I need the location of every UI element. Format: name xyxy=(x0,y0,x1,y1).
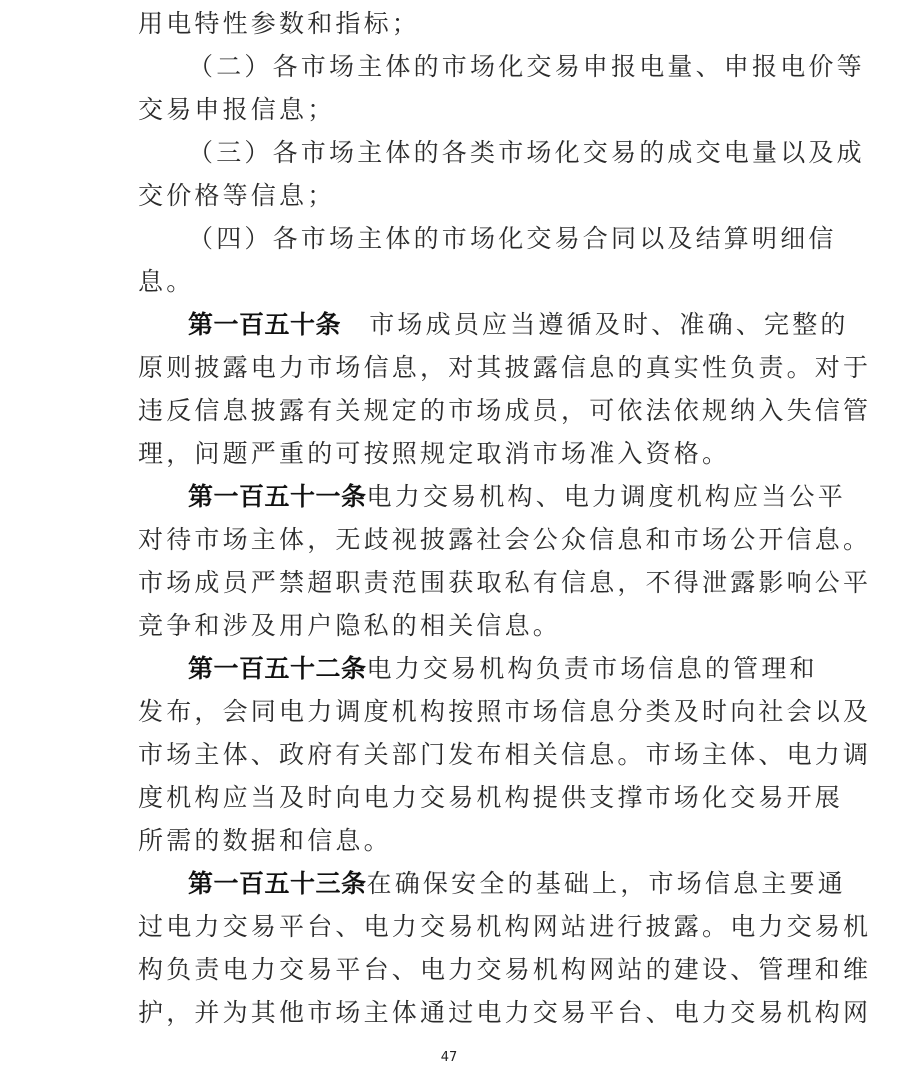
list-item xyxy=(188,219,837,259)
line-text: 所需的数据和信息。 xyxy=(138,826,392,855)
line-text: （三）各市场主体的各类市场化交易的成交电量以及成 xyxy=(188,138,865,167)
line-text: 电力交易机构负责市场信息的管理和 xyxy=(366,654,818,683)
text-line xyxy=(138,262,778,302)
line-text: 市场主体、政府有关部门发布相关信息。市场主体、电力调 xyxy=(138,740,872,769)
text-line xyxy=(138,993,872,1033)
text-line xyxy=(138,692,872,732)
list-item xyxy=(188,133,865,173)
list-item xyxy=(188,47,865,87)
line-text: 竞争和涉及用户隐私的相关信息。 xyxy=(138,611,562,640)
text-line xyxy=(138,434,778,474)
line-text: 度机构应当及时向电力交易机构提供支撑市场化交易开展 xyxy=(138,783,844,812)
text-line xyxy=(138,735,872,775)
line-text: 违反信息披露有关规定的市场成员，可依法依规纳入失信管 xyxy=(138,396,872,425)
text-line xyxy=(138,4,778,44)
page-number: 47 xyxy=(440,1050,458,1065)
text-line xyxy=(138,563,872,603)
line-text: （二）各市场主体的市场化交易申报电量、申报电价等 xyxy=(188,52,865,81)
text-line xyxy=(138,176,778,216)
article-heading: 第一百五十二条 xyxy=(188,654,367,683)
line-text: 对待市场主体，无歧视披露社会公众信息和市场公开信息。 xyxy=(138,525,872,554)
text-line xyxy=(138,950,872,990)
line-text: 发布，会同电力调度机构按照市场信息分类及时向社会以及 xyxy=(138,697,872,726)
line-text: 理，问题严重的可按照规定取消市场准入资格。 xyxy=(138,439,731,468)
line-text: 市场成员严禁超职责范围获取私有信息，不得泄露影响公平 xyxy=(138,568,872,597)
article-152 xyxy=(188,649,818,689)
text-line xyxy=(138,90,778,130)
text-line xyxy=(138,348,872,388)
text-line xyxy=(138,520,872,560)
line-text: （四）各市场主体的市场化交易合同以及结算明细信 xyxy=(188,224,837,253)
text-line xyxy=(138,907,872,947)
line-text: 电力交易机构、电力调度机构应当公平 xyxy=(366,482,846,511)
article-153 xyxy=(188,864,846,904)
text-line xyxy=(138,778,844,818)
line-text: 原则披露电力市场信息，对其披露信息的真实性负责。对于 xyxy=(138,353,872,382)
line-text: 市场成员应当遵循及时、准确、完整的 xyxy=(341,310,849,339)
text-line xyxy=(138,606,778,646)
article-heading: 第一百五十条 xyxy=(188,310,342,339)
text-line xyxy=(138,391,872,431)
text-line xyxy=(138,821,778,861)
line-text: 交易申报信息； xyxy=(138,95,336,124)
article-151 xyxy=(188,477,846,517)
line-text: 护，并为其他市场主体通过电力交易平台、电力交易机构网 xyxy=(138,998,872,1027)
article-150 xyxy=(188,305,849,345)
line-text: 息。 xyxy=(138,267,195,296)
article-heading: 第一百五十三条 xyxy=(188,869,367,898)
article-heading: 第一百五十一条 xyxy=(188,482,367,511)
line-text: 构负责电力交易平台、电力交易机构网站的建设、管理和维 xyxy=(138,955,872,984)
line-text: 用电特性参数和指标； xyxy=(138,9,421,38)
line-text: 交价格等信息； xyxy=(138,181,336,210)
line-text: 过电力交易平台、电力交易机构网站进行披露。电力交易机 xyxy=(138,912,872,941)
line-text: 在确保安全的基础上，市场信息主要通 xyxy=(366,869,846,898)
